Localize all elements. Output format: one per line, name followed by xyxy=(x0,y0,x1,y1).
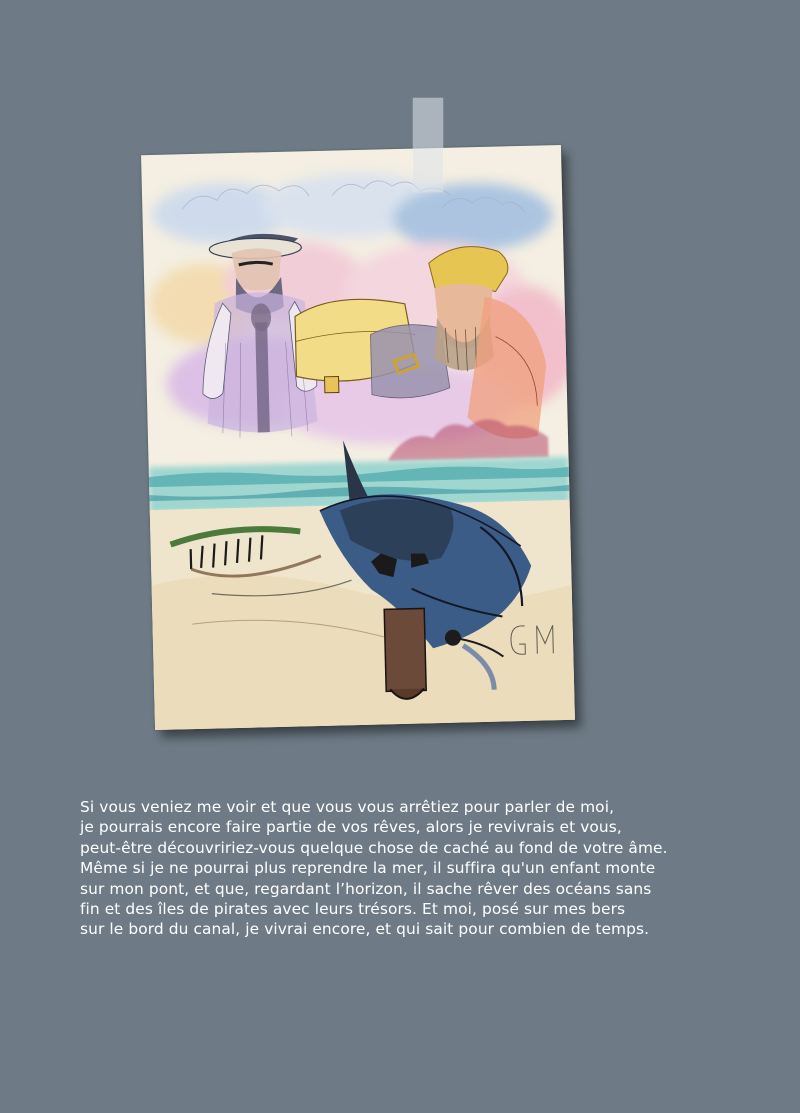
caption-line: sur le bord du canal, je vivrai encore, et qui sait pour combien de temps. xyxy=(80,920,650,939)
caption-line: Si vous veniez me voir et que vous vous arrêtiez pour parler de moi, xyxy=(80,798,615,816)
caption-line: sur mon pont, et que, regardant l’horizon, il sache rêver des océans sans xyxy=(80,879,652,898)
caption-line: fin et des îles de pirates avec leurs trésors. Et moi, posé sur mes bers xyxy=(80,900,626,919)
adhesive-tape xyxy=(413,98,443,192)
caption-line: Même si je ne pourrai plus reprendre la mer, il suffira qu'un enfant monte xyxy=(80,859,656,878)
caption-text xyxy=(80,797,760,940)
watercolor-paper xyxy=(141,145,575,730)
pirate-watercolor-illustration xyxy=(141,145,575,730)
illustration-card xyxy=(148,150,568,725)
caption-line: peut-être découvririez-vous quelque chose de caché au fond de votre âme. xyxy=(80,838,668,857)
caption-line: je pourrais encore faire partie de vos rêves, alors je revivrais et vous, xyxy=(80,818,622,837)
